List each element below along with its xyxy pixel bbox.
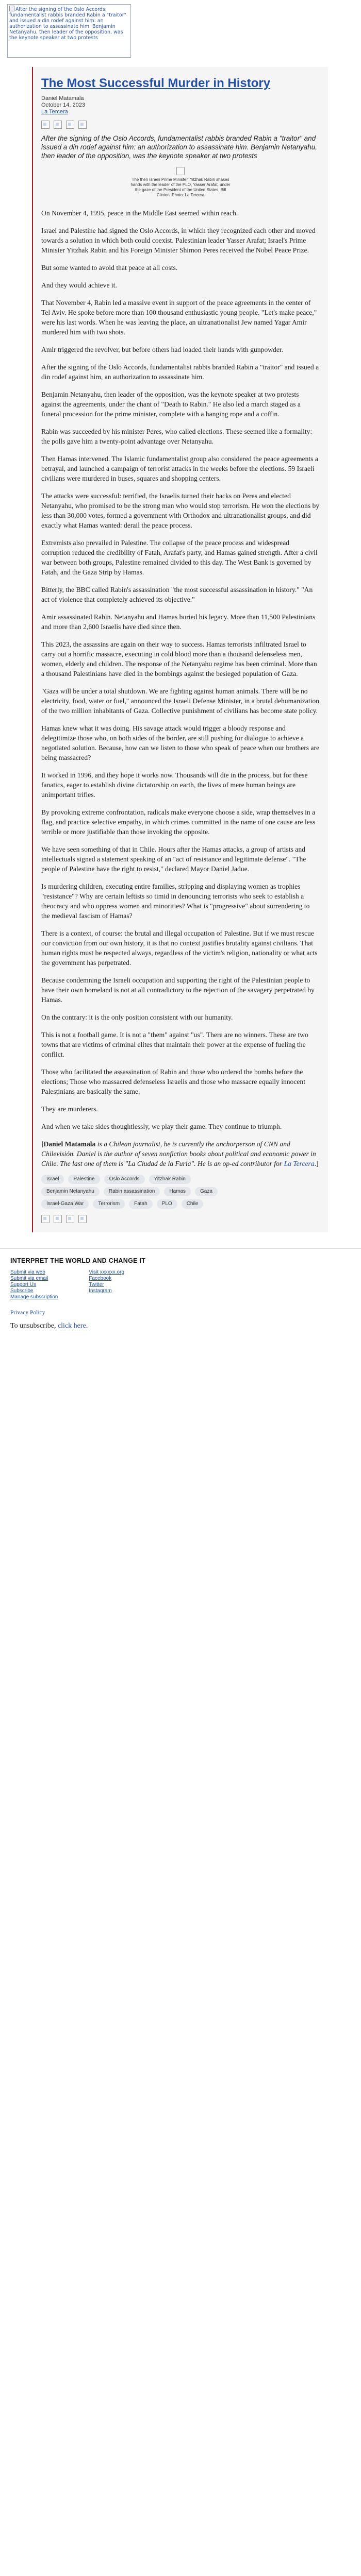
tag-pill[interactable]: Israel: [41, 1175, 64, 1184]
article-paragraph: It worked in 1996, and they hope it works now. Thousands will die in the process, but for these fanatics, eager to establish divine dictatorship on earth, the lives of mere human beings are unimportant trifles.: [41, 771, 308, 799]
hero-image: [7, 4, 131, 58]
article-paragraph: Amir assassinated Rabin. Netanyahu and Hamas buried his legacy. More than 11,500 Palestinians and more than 2,600 Israelis have died since then.: [41, 613, 316, 631]
article-paragraph: We have seen something of that in Chile. Hours after the Hamas attacks, a group of artists and intellectuals signed a statement speaking of an "act of resistance and legitimate defense". "The people of Palestine have the right to resist," declared Mayor Daniel Jadue.: [41, 845, 306, 873]
article-paragraph: Because condemning the Israeli occupation and supporting the right of the Palestinian people to have their own homeland is not at all contradictory to the rejection of the savagery perpetrated by Hamas.: [41, 976, 315, 1004]
unsubscribe-link[interactable]: click here: [57, 1322, 86, 1330]
article-paragraph: But some wanted to avoid that peace at all costs.: [41, 264, 178, 272]
tag-pill[interactable]: Benjamin Netanyahu: [41, 1187, 100, 1196]
footer-heading: INTERPRET THE WORLD AND CHANGE IT: [10, 1257, 146, 1264]
bio-author-name: [Daniel Matamala: [41, 1140, 96, 1148]
article-paragraph: After the signing of the Oslo Accords, fundamentalist rabbis branded Rabin a "traitor" and issued a din rodef against him, an authorization to assassinate him.: [41, 363, 319, 381]
article-body: [41, 208, 320, 1131]
tag-pill[interactable]: Hamas: [164, 1187, 191, 1196]
newsletter-page: [0, 4, 361, 1330]
twitter-share-icon[interactable]: [54, 1215, 62, 1223]
article-card: [32, 67, 328, 1232]
twitter-share-icon[interactable]: [54, 121, 62, 129]
figure-caption: The then Israeli Prime Minister, Yitzhak Rabin shakes hands with the leader of the PLO, Yasser Arafat, under the gaze of the President of the United States, Bill Clinton. Photo: La Tercera: [130, 177, 231, 197]
article-figure: [41, 165, 320, 198]
article-lede: After the signing of the Oslo Accords, fundamentalist rabbis branded Rabin a "traitor" and issued a din rodef against him: an authorization to assassinate him. Benjamin Netanyahu, then leader of the opposition, was the keynote speaker at two protests: [41, 134, 318, 160]
tag-pill[interactable]: Fatah: [129, 1199, 153, 1209]
article-paragraph: Rabin was succeeded by his minister Peres, who called elections. These seemed like a formality: the polls gave him a twenty-point advantage over Netanyahu.: [41, 428, 313, 445]
tag-pill[interactable]: Oslo Accords: [104, 1175, 145, 1184]
bio-text: is a Chilean journalist, he is currently the anchorperson of CNN and Chilevisión. Daniel is the author of seven nonfiction books about political and economic power in Chile. The last one of them is "La Ciudad de la Furia". He is an op-ed contributor for: [41, 1140, 316, 1167]
print-share-icon[interactable]: [78, 1215, 87, 1223]
footer-link[interactable]: Visit xxxxxx.org: [89, 1269, 125, 1275]
article-paragraph: Extremists also prevailed in Palestine. The collapse of the peace process and widespread corruption reduced the credibility of Fatah, Arafat's party, and Hamas gained strength. After a civil war between both groups, Palestine remained divided to this day. The West Bank is governed by Fatah, and the Gaza Strip by Hamas.: [41, 539, 318, 576]
privacy-policy-link[interactable]: Privacy Policy: [10, 1310, 45, 1316]
footer-link[interactable]: Instagram: [89, 1288, 112, 1294]
email-share-icon[interactable]: [66, 121, 74, 129]
footer-link[interactable]: Submit via email: [10, 1276, 48, 1281]
unsubscribe-suffix: .: [86, 1322, 88, 1330]
article-paragraph: Then Hamas intervened. The Islamic fundamentalist group also considered the peace agreements a betrayal, and launched a campaign of terrorist attacks in the weeks before the elections. 59 Israeli civilians were murdered in buses, squares and shopping centers.: [41, 455, 318, 482]
author-name: Daniel Matamala: [41, 95, 84, 101]
article-paragraph: Amir triggered the revolver, but before others had loaded their hands with gunpowder.: [41, 346, 284, 353]
footer-link[interactable]: Facebook: [89, 1276, 112, 1281]
tag-pill[interactable]: Terrorism: [93, 1199, 125, 1209]
article-paragraph: On the contrary: it is the only position consistent with our humanity.: [41, 1013, 233, 1021]
facebook-share-icon[interactable]: [41, 121, 50, 129]
article-paragraph: On November 4, 1995, peace in the Middle East seemed within reach.: [41, 209, 238, 217]
publish-date: October 14, 2023: [41, 102, 86, 108]
print-share-icon[interactable]: [78, 121, 87, 129]
article-paragraph: That November 4, Rabin led a massive event in support of the peace agreements in the center of Tel Aviv. He spoke before more than 100 thousand enthusiastic young people. "Let's make peace," were his last words. When he was leaving the place, an ultranationalist Jew named Yagar Amir murdered him with two shots.: [41, 299, 317, 336]
article-paragraph: And when we take sides thoughtlessly, we play their game. They continue to triumph.: [41, 1123, 282, 1130]
unsubscribe-line: [10, 1322, 351, 1330]
article-paragraph: And they would achieve it.: [41, 281, 117, 289]
footer-link[interactable]: Twitter: [89, 1282, 104, 1287]
unsubscribe-prefix: To unsubscribe,: [10, 1322, 58, 1330]
source-link[interactable]: La Tercera: [41, 109, 68, 115]
article-paragraph: This is not a football game. It is not a "them" against "us". There are no winners. These are two towns that are victims of criminal elites that maintain their power at the expense of fueling the conflict.: [41, 1031, 308, 1058]
hero-image-link[interactable]: [0, 4, 131, 58]
article-title[interactable]: The Most Successful Murder in History: [41, 76, 271, 90]
article-paragraph: Hamas knew what it was doing. His savage attack would trigger a bloody response and delegitimize those who, on both sides of the border, are still pushing for dialogue to achieve a negotiated solution. Because, how can we listen to those who speak of peace when our brothers are being massacred?: [41, 724, 320, 761]
article-paragraph: They are murderers.: [41, 1105, 98, 1113]
article-paragraph: By provoking extreme confrontation, radicals make everyone choose a side, wrap themselves in a flag, and practice selective empathy, in which crimes committed in the name of one cause are less terrible or more justifiable than those invoking the opposite.: [41, 808, 316, 836]
tag-pill[interactable]: Rabin assassination: [104, 1187, 160, 1196]
footer-link[interactable]: Manage subscription: [10, 1294, 58, 1300]
footer-link[interactable]: Support Us: [10, 1282, 37, 1287]
figure-image: [176, 167, 185, 175]
email-share-icon[interactable]: [66, 1215, 74, 1223]
article-paragraph: Benjamin Netanyahu, then leader of the opposition, was the keynote speaker at two protests against the agreements, under the chant of "Death to Rabin." He also led a march staged as a funeral procession for the prime minister, complete with a hanging rope and a coffin.: [41, 391, 301, 418]
tag-pill[interactable]: Israel-Gaza War: [41, 1199, 89, 1209]
tag-pill[interactable]: Chile: [182, 1199, 204, 1209]
article-paragraph: The attacks were successful: terrified, the Israelis turned their backs on Peres and elected Netanyahu, who promised to be the strong man who would stop terrorism. He won the elections by less than 30,000 votes, formed a government with Orthodox and ultranationalist groups, and did exactly what Hamas wanted: derail the peace process.: [41, 492, 320, 529]
footer-right-links: [89, 1269, 124, 1300]
article-meta: [41, 95, 320, 115]
author-bio: [41, 1139, 320, 1168]
footer-link[interactable]: Submit via web: [10, 1269, 45, 1275]
footer-link[interactable]: Subscribe: [10, 1288, 34, 1294]
tag-pill[interactable]: PLO: [157, 1199, 177, 1209]
bio-end: .]: [314, 1160, 319, 1167]
article-paragraph: This 2023, the assassins are again on their way to success. Hamas terrorists infiltrated Israel to carry out a horrific massacre, executing in cold blood more than a thousand defenseless men, women, elderly and children. The response of the Netanyahu regime has been criminal. More than a thousand Palestinians have died in the bombings against the besieged population of Gaza.: [41, 640, 317, 677]
broken-image-icon: [9, 6, 14, 11]
article-paragraph: "Gaza will be under a total shutdown. We are fighting against human animals. There will be no electricity, food, water or fuel," announced the Israeli Defense Minister, in a brutal dehumanization of the two million inhabitants of Gaza. Collective punishment of civilians has become state policy.: [41, 687, 319, 715]
tag-list: [41, 1175, 237, 1209]
bio-source-link[interactable]: La Tercera: [284, 1160, 315, 1167]
tag-pill[interactable]: Yitzhak Rabin: [149, 1175, 191, 1184]
article-paragraph: Is murdering children, executing entire families, stripping and displaying women as trophies "resistance"? Why are certain leftists so timid in denouncing terrorists who seek to establish a theocracy and who oppress women and minorities? What is "progressive" about surrendering to the medieval fascism of Hamas?: [41, 883, 310, 920]
article-paragraph: Those who facilitated the assassination of Rabin and those who ordered the bombs before the elections; Those who massacred defenseless Israelis and those who massacre equally innocent Palestinians are basically the same.: [41, 1068, 305, 1095]
tag-pill[interactable]: Gaza: [195, 1187, 218, 1196]
article-paragraph: Israel and Palestine had signed the Oslo Accords, in which they recognized each other and moved towards a solution in which both could coexist. Palestinian leader Yasser Arafat; Israel's Prime Minister Yitzhak Rabin and his Foreign Minister Shimon Peres received the Nobel Peace Prize.: [41, 227, 316, 254]
tag-pill[interactable]: Palestine: [68, 1175, 100, 1184]
share-row-bottom: [41, 1215, 320, 1223]
facebook-share-icon[interactable]: [41, 1215, 50, 1223]
share-row-top: [41, 121, 320, 129]
footer-left-links: [10, 1269, 58, 1300]
article-paragraph: There is a context, of course: the brutal and illegal occupation of Palestine. But if we must rescue our conviction from our own history, it is that no context justifies brutality against civilians. That human rights must be respected always, regardless of the victim's religion, nationality or what acts the government has perpetrated.: [41, 929, 318, 967]
hero-image-alt-text: After the signing of the Oslo Accords, fundamentalist rabbis branded Rabin a "traitor" and issued a din rodef against him: an authorization to assassinate him. Benjamin Netanyahu, then leader of the opposition, was the keynote speaker at two protests: [9, 7, 127, 41]
article-paragraph: Bitterly, the BBC called Rabin's assassination "the most successful assassination in history." "An act of violence that completely achieved its objective.": [41, 586, 313, 603]
footer: [0, 1248, 361, 1330]
